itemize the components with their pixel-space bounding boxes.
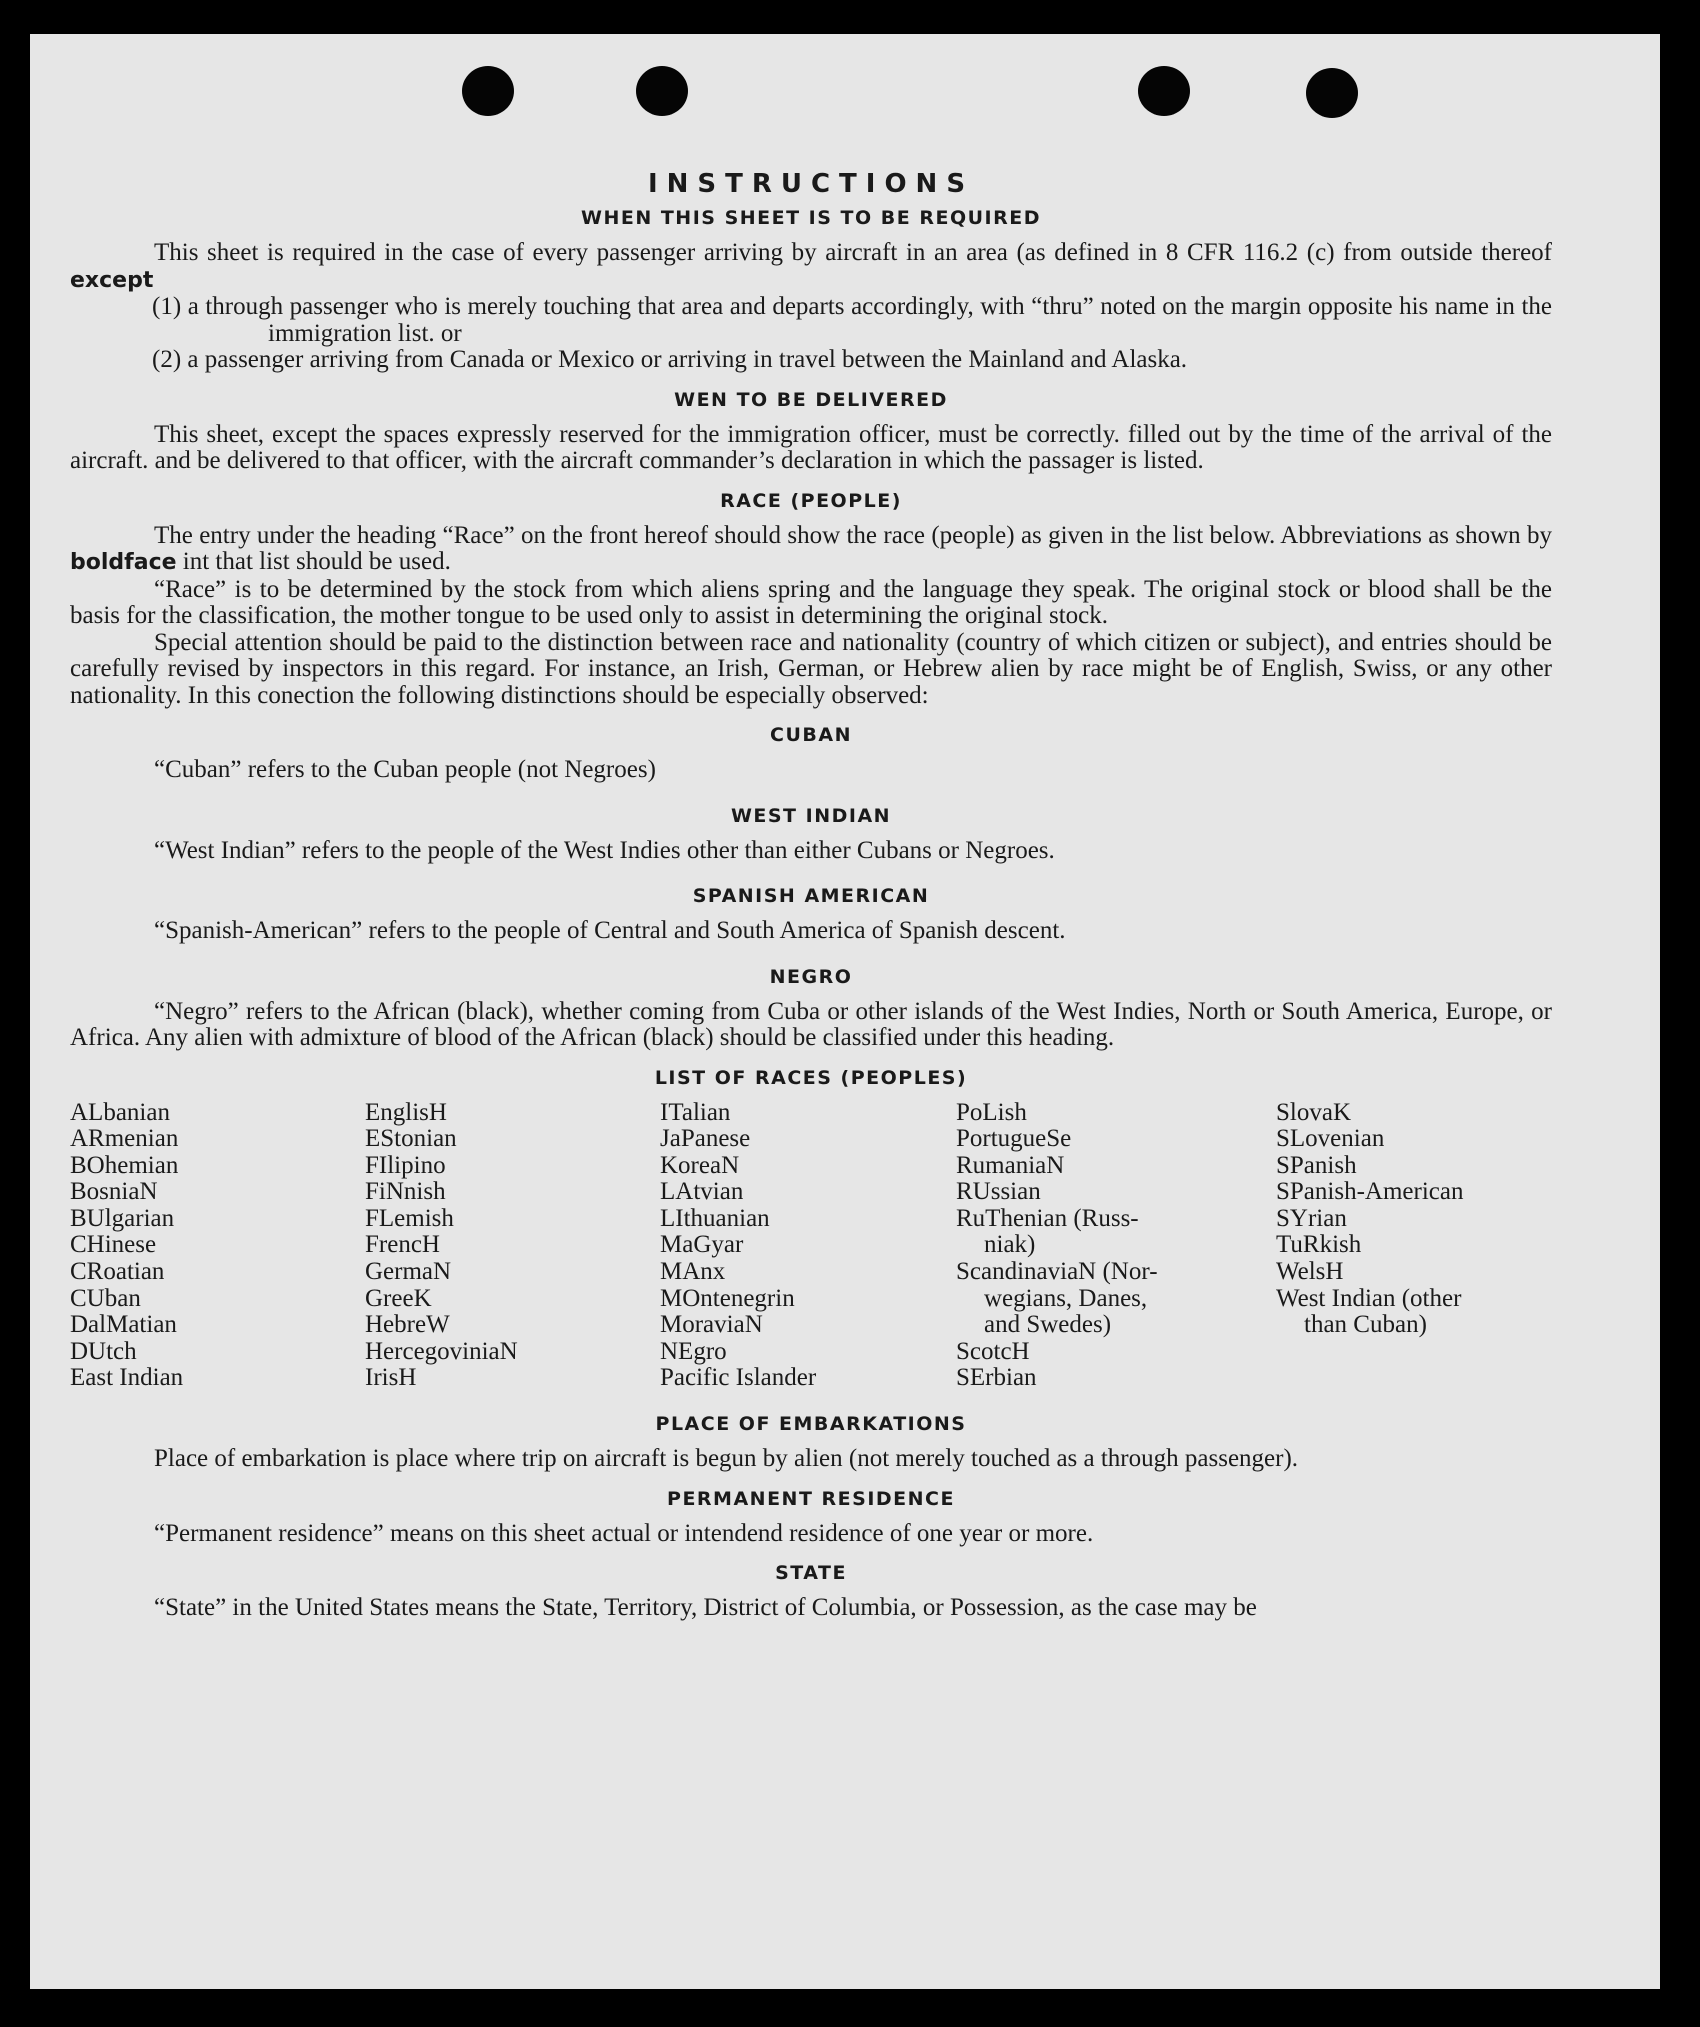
heading-cuban: CUBAN — [770, 724, 852, 746]
heading-spanish-american: SPANISH AMERICAN — [692, 885, 930, 907]
race-entry: FrencH — [365, 1231, 440, 1259]
when-required-item-1: (1) a through passenger who is merely touching that area and departs accordingly, with “thru” noted on the margin opposite his name in the immigration list. or — [152, 293, 1552, 347]
races-column-4 — [956, 1100, 1276, 1393]
race-entry: FiNnish — [365, 1178, 446, 1206]
race-entry: GreeK — [365, 1284, 432, 1312]
race-entry: PoLish — [956, 1098, 1027, 1126]
race-entry: GermaN — [365, 1258, 452, 1286]
race-entry: BOhemian — [70, 1151, 179, 1179]
punch-hole — [1306, 68, 1358, 118]
state-text: “State” in the United States means the State, Territory, District of Columbia, or Possession, as the case may be — [154, 1594, 1257, 1622]
race-entry: SPanish — [1276, 1151, 1357, 1179]
race-entry: niak) — [984, 1231, 1036, 1259]
document-page — [30, 34, 1660, 1989]
race-entry: ARmenian — [70, 1125, 179, 1153]
race-entry: BosniaN — [70, 1178, 158, 1206]
race-entry: LAtvian — [660, 1178, 744, 1206]
when-delivered-text: This sheet, except the spaces expressly reserved for the immigration officer, must be correctly. filled out by the time of the arrival of the aircraft. and be delivered to that officer, with the aircraft commander’s declaration in which the passager is listed. — [70, 420, 1552, 474]
race-entry: FIlipino — [365, 1151, 446, 1179]
race-entry: ScandinaviaN (Nor- — [956, 1258, 1158, 1286]
race-entry: MAnx — [660, 1258, 726, 1286]
races-column-5 — [1276, 1100, 1552, 1393]
when-required-text — [70, 240, 1552, 294]
heading-race: RACE (PEOPLE) — [720, 489, 902, 512]
races-column-3 — [660, 1100, 956, 1393]
heading-permanent-residence: PERMANENT RESIDENCE — [667, 1487, 955, 1510]
race-entry: BUlgarian — [70, 1204, 175, 1232]
race-entry: ScotcH — [956, 1337, 1030, 1365]
race-entry: DUtch — [70, 1337, 137, 1365]
race-entry: Pacific Islander — [660, 1364, 817, 1392]
race-entry: FLemish — [365, 1204, 454, 1232]
heading-when-required: WHEN THIS SHEET IS TO BE REQUIRED — [580, 207, 1041, 229]
race-entry: SLovenian — [1276, 1125, 1385, 1153]
race-entry: SlovaK — [1276, 1098, 1351, 1126]
race-entry: ITalian — [660, 1098, 731, 1126]
race-entry: than Cuban) — [1304, 1311, 1427, 1339]
punch-hole — [636, 66, 688, 116]
race-p1-start: The entry under the heading “Race” on the front hereof should show the race (people) as given in the list below. Abbreviations as shown by — [154, 521, 1552, 549]
race-entry: SErbian — [956, 1364, 1037, 1392]
race-entry: MoraviaN — [660, 1311, 763, 1339]
race-entry: SPanish-American — [1276, 1178, 1464, 1206]
race-p1-boldface: boldface — [70, 550, 177, 575]
race-paragraph-2: “Race” is to be determined by the stock from which aliens spring and the language they speak. The original stock or blood shall be the basis for the classification, the mother tongue to be used only to assist in determining the original stock. — [70, 575, 1552, 629]
race-entry: TuRkish — [1276, 1231, 1362, 1259]
race-entry: RuThenian (Russ- — [956, 1204, 1139, 1232]
race-entry: MaGyar — [660, 1231, 744, 1259]
race-entry: RumaniaN — [956, 1151, 1065, 1179]
embarkation-text: Place of embarkation is place where trip on aircraft is begun by alien (not merely touched as a through passenger). — [154, 1445, 1299, 1473]
races-column-2 — [365, 1100, 660, 1393]
heading-west-indian: WEST INDIAN — [730, 804, 892, 827]
race-entry: NEgro — [660, 1337, 727, 1365]
race-entry: EnglisH — [365, 1098, 447, 1126]
punch-hole — [1138, 66, 1190, 116]
race-entry: CRoatian — [70, 1258, 165, 1286]
race-paragraph-3: Special attention should be paid to the distinction between race and nationality (country of which citizen or subject), and entries should be carefully revised by inspectors in this regard. For instance, an Irish, German, or Hebrew alien by race might be of English, Swiss, or any other nationality. In this conection the following distinctions should be especially observed: — [70, 628, 1552, 709]
permanent-residence-text: “Permanent residence” means on this sheet actual or intendend residence of one year or more. — [154, 1519, 1094, 1547]
cuban-text: “Cuban” refers to the Cuban people (not Negroes) — [154, 756, 656, 783]
heading-negro: NEGRO — [769, 965, 853, 988]
when-required-item-2: (2) a passenger arriving from Canada or Mexico or arriving in travel between the Mainland and Alaska. — [152, 346, 1188, 373]
race-entry: MOntenegrin — [660, 1284, 795, 1312]
race-p1-end: int that list should be used. — [182, 548, 451, 575]
heading-when-delivered: WEN TO BE DELIVERED — [674, 388, 948, 411]
races-column-1 — [70, 1100, 365, 1393]
page-title: INSTRUCTIONS — [647, 169, 975, 199]
race-entry: SYrian — [1276, 1204, 1347, 1232]
race-entry: RUssian — [956, 1178, 1041, 1206]
heading-list-of-races: LIST OF RACES (PEOPLES) — [654, 1066, 968, 1089]
race-entry: KoreaN — [660, 1151, 740, 1179]
spanish-american-text: “Spanish-American” refers to the people of Central and South America of Spanish descent. — [154, 917, 1066, 944]
race-entry: ALbanian — [70, 1098, 170, 1126]
race-entry: DalMatian — [70, 1311, 177, 1339]
race-entry: HercegoviniaN — [365, 1337, 518, 1365]
race-entry: HebreW — [365, 1311, 450, 1339]
when-required-except: except — [70, 267, 154, 293]
race-entry: PortugueSe — [956, 1125, 1072, 1153]
race-entry: EStonian — [365, 1125, 457, 1153]
races-list — [70, 1100, 1552, 1393]
punch-hole — [462, 66, 514, 116]
race-entry: LIthuanian — [660, 1204, 770, 1232]
race-paragraph-1 — [70, 523, 1552, 577]
instructions-body — [70, 168, 1552, 1622]
race-entry: JaPanese — [660, 1125, 751, 1153]
negro-text: “Negro” refers to the African (black), whether coming from Cuba or other islands of the West Indies, North or South America, Europe, or Africa. Any alien with admixture of blood of the African (black) should be classified under this heading. — [70, 997, 1552, 1051]
race-entry: and Swedes) — [984, 1311, 1112, 1339]
race-entry: wegians, Danes, — [984, 1284, 1148, 1312]
race-entry: IrisH — [365, 1364, 417, 1392]
heading-embarkation: PLACE OF EMBARKATIONS — [655, 1413, 967, 1436]
race-entry: WelsH — [1276, 1258, 1344, 1286]
heading-state: STATE — [775, 1562, 847, 1585]
when-required-intro: This sheet is required in the case of every passenger arriving by aircraft in an area (as defined in 8 CFR 116.2 (c) from outside thereof — [154, 239, 1552, 266]
west-indian-text: “West Indian” refers to the people of the West Indies other than either Cubans or Negroes. — [154, 836, 1055, 864]
race-entry: CHinese — [70, 1231, 157, 1259]
race-entry: West Indian (other — [1276, 1284, 1462, 1312]
race-entry: CUban — [70, 1284, 141, 1312]
race-entry: East Indian — [70, 1364, 184, 1392]
